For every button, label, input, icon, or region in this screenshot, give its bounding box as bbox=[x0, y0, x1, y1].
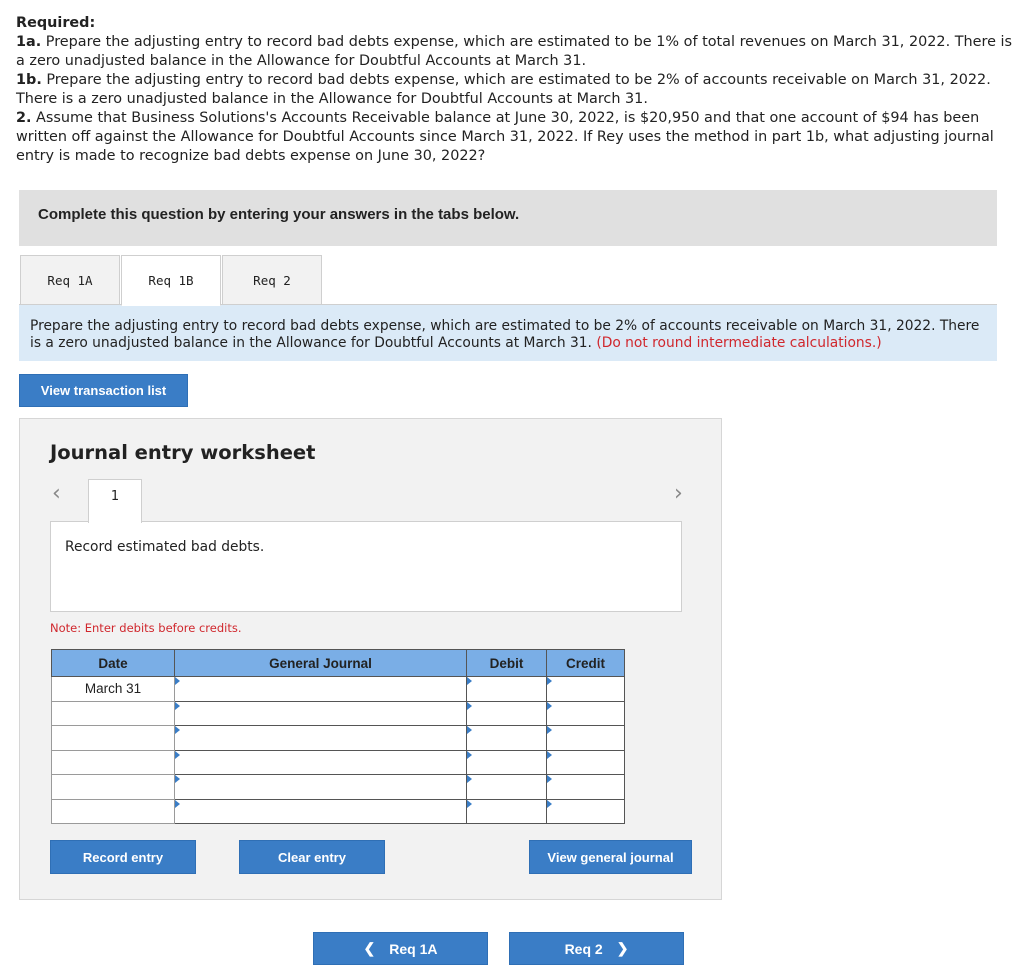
account-input-cell[interactable] bbox=[175, 775, 467, 800]
account-input-cell[interactable] bbox=[175, 799, 467, 824]
debit-input-cell[interactable] bbox=[467, 726, 547, 751]
required-section bbox=[16, 14, 1016, 166]
date-cell bbox=[52, 775, 175, 800]
credit-input-cell[interactable] bbox=[547, 726, 625, 751]
complete-question-banner bbox=[19, 190, 997, 246]
view-transaction-list-button[interactable]: View transaction list bbox=[19, 374, 188, 407]
required-heading: Required: bbox=[16, 15, 96, 31]
debit-input[interactable] bbox=[467, 751, 546, 775]
tab-req-2[interactable]: Req 2 bbox=[222, 255, 322, 305]
required-item-1a bbox=[16, 33, 1016, 71]
chevron-left-icon[interactable]: ‹ bbox=[52, 481, 61, 506]
credit-input[interactable] bbox=[547, 702, 624, 726]
instruction-text: Prepare the adjusting entry to record bad debts expense, which are estimated to be 2% of accounts receivable on March 31, 2022. There is a zero unadjusted balance in the Allowance for Doubtful Accounts at March 31. bbox=[30, 318, 980, 351]
account-input[interactable] bbox=[175, 751, 466, 775]
account-input[interactable] bbox=[175, 677, 466, 701]
credit-input[interactable] bbox=[547, 677, 624, 701]
account-input[interactable] bbox=[175, 800, 466, 824]
account-input-cell[interactable] bbox=[175, 701, 467, 726]
view-general-journal-button[interactable]: View general journal bbox=[529, 840, 692, 874]
chevron-right-icon[interactable]: › bbox=[674, 481, 683, 506]
column-header-debit: Debit bbox=[467, 650, 547, 677]
table-row bbox=[52, 775, 625, 800]
prev-req-button[interactable] bbox=[313, 932, 488, 965]
account-input[interactable] bbox=[175, 775, 466, 799]
prev-req-label: Req 1A bbox=[389, 940, 438, 957]
journal-table-header bbox=[52, 650, 625, 677]
table-row bbox=[52, 750, 625, 775]
account-input-cell[interactable] bbox=[175, 750, 467, 775]
tab-req-1a[interactable]: Req 1A bbox=[20, 255, 120, 305]
required-item-1b bbox=[16, 71, 1016, 109]
transaction-description: Record estimated bad debts. bbox=[65, 539, 265, 555]
column-header-date: Date bbox=[52, 650, 175, 677]
instruction-note: (Do not round intermediate calculations.) bbox=[596, 335, 882, 351]
instruction-panel bbox=[19, 304, 997, 361]
debit-input[interactable] bbox=[467, 726, 546, 750]
instruction-text-block bbox=[30, 318, 990, 352]
worksheet-title: Journal entry worksheet bbox=[50, 441, 316, 464]
credit-input-cell[interactable] bbox=[547, 701, 625, 726]
date-cell bbox=[52, 726, 175, 751]
credit-input[interactable] bbox=[547, 726, 624, 750]
column-header-general-journal: General Journal bbox=[175, 650, 467, 677]
debit-input[interactable] bbox=[467, 800, 546, 824]
required-item-number: 1a. bbox=[16, 34, 42, 50]
debit-input-cell[interactable] bbox=[467, 775, 547, 800]
required-item-text: Prepare the adjusting entry to record bad debts expense, which are estimated to be 2% of accounts receivable on March 31, 2022. There is a zero unadjusted balance in the Allowance for Doubtful Accounts at March 31. bbox=[16, 72, 991, 107]
table-row bbox=[52, 701, 625, 726]
worksheet-page-tab[interactable]: 1 bbox=[88, 479, 142, 523]
complete-question-text: Complete this question by entering your answers in the tabs below. bbox=[38, 206, 520, 223]
debit-input[interactable] bbox=[467, 677, 546, 701]
account-input-cell[interactable] bbox=[175, 677, 467, 702]
journal-entry-worksheet bbox=[19, 418, 722, 900]
debit-input-cell[interactable] bbox=[467, 799, 547, 824]
chevron-right-icon: ❯ bbox=[616, 940, 629, 956]
debit-input[interactable] bbox=[467, 702, 546, 726]
credit-input[interactable] bbox=[547, 775, 624, 799]
transaction-description-box bbox=[50, 521, 682, 612]
date-cell bbox=[52, 701, 175, 726]
date-cell bbox=[52, 799, 175, 824]
table-row bbox=[52, 677, 625, 702]
date-cell bbox=[52, 750, 175, 775]
credit-input-cell[interactable] bbox=[547, 799, 625, 824]
credit-input-cell[interactable] bbox=[547, 750, 625, 775]
account-input[interactable] bbox=[175, 702, 466, 726]
account-input[interactable] bbox=[175, 726, 466, 750]
debit-input-cell[interactable] bbox=[467, 677, 547, 702]
debit-input-cell[interactable] bbox=[467, 750, 547, 775]
required-item-number: 2. bbox=[16, 110, 32, 126]
column-header-credit: Credit bbox=[547, 650, 625, 677]
next-req-label: Req 2 bbox=[564, 940, 603, 957]
table-row bbox=[52, 726, 625, 751]
record-entry-button[interactable]: Record entry bbox=[50, 840, 196, 874]
next-req-button[interactable] bbox=[509, 932, 684, 965]
clear-entry-button[interactable]: Clear entry bbox=[239, 840, 385, 874]
table-row bbox=[52, 799, 625, 824]
credit-input[interactable] bbox=[547, 751, 624, 775]
date-cell: March 31 bbox=[52, 677, 175, 702]
credit-input[interactable] bbox=[547, 800, 624, 824]
journal-table bbox=[51, 649, 625, 824]
required-item-text: Assume that Business Solutions's Accounts Receivable balance at June 30, 2022, is $20,950 and that one account of $94 has been written off against the Allowance for Doubtful Accounts since March 31, 2022. If Rey uses the method in part 1b, what adjusting journal entry is made to recognize bad debts expense on June 30, 2022? bbox=[16, 110, 994, 164]
credit-input-cell[interactable] bbox=[547, 775, 625, 800]
debit-input-cell[interactable] bbox=[467, 701, 547, 726]
chevron-left-icon: ❮ bbox=[363, 940, 376, 956]
account-input-cell[interactable] bbox=[175, 726, 467, 751]
required-item-text: Prepare the adjusting entry to record bad debts expense, which are estimated to be 1% of total revenues on March 31, 2022. There is a zero unadjusted balance in the Allowance for Doubtful Accounts at March 31. bbox=[16, 34, 1013, 69]
required-item-number: 1b. bbox=[16, 72, 42, 88]
credit-input-cell[interactable] bbox=[547, 677, 625, 702]
debits-note: Note: Enter debits before credits. bbox=[50, 621, 242, 635]
tab-req-1b[interactable]: Req 1B bbox=[121, 255, 221, 306]
required-item-2 bbox=[16, 109, 1016, 166]
debit-input[interactable] bbox=[467, 775, 546, 799]
